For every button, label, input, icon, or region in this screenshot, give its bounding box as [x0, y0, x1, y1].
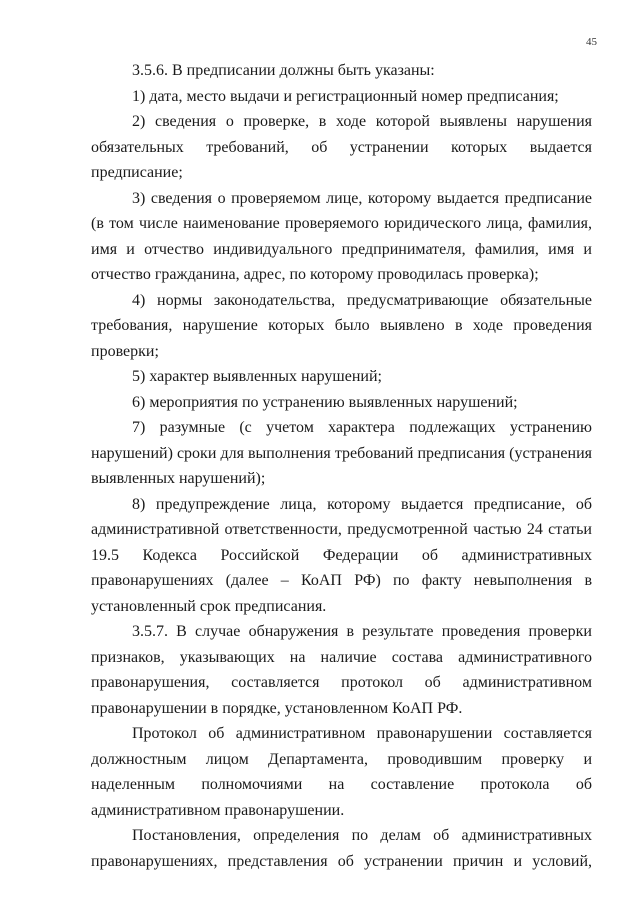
- page-number: 45: [586, 36, 597, 48]
- list-item-3: 3) сведения о проверяемом лице, которому выдается предписание (в том числе наименование проверяемого юридического лица, фамилия, имя и отчество индивидуального предпринимателя, фамилия, имя и отчество гражданина, адрес, по которому проводилась проверка);: [91, 189, 592, 283]
- paragraph-3-5-6: 3.5.6. В предписании должны быть указаны:: [132, 62, 435, 79]
- paragraph-protocol: Протокол об административном правонарушении составляется должностным лицом Департамента, проводившим проверку и наделенным полномочиями на составление протокола об административном правонарушении.: [91, 725, 592, 819]
- list-item-5: 5) характер выявленных нарушений;: [132, 368, 382, 385]
- paragraph-resolutions: Постановления, определения по делам об административных правонарушениях, представления об устранении причин и условий,: [91, 827, 592, 870]
- document-body: [91, 58, 592, 874]
- list-item-8: 8) предупреждение лица, которому выдается предписание, об административной ответственности, предусмотренной частью 24 статьи 19.5 Кодекса Российской Федерации об административных правонарушениях (далее – КоАП РФ) по факту невыполнения в установленный срок предписания.: [91, 495, 592, 615]
- list-item-4: 4) нормы законодательства, предусматривающие обязательные требования, нарушение которых было выявлено в ходе проведения проверки;: [91, 291, 592, 360]
- list-item-1: 1) дата, место выдачи и регистрационный номер предписания;: [132, 87, 559, 105]
- list-item-2: 2) сведения о проверке, в ходе которой выявлены нарушения обязательных требований, об устранении которых выдается предписание;: [91, 113, 592, 181]
- list-item-7: 7) разумные (с учетом характера подлежащих устранению нарушений) сроки для выполнения требований предписания (устранения выявленных нарушений);: [91, 419, 592, 487]
- paragraph-3-5-7: 3.5.7. В случае обнаружения в результате проведения проверки признаков, указывающих на наличие состава административного правонарушения, составляется протокол об административном правонарушении в порядке, установленном КоАП РФ.: [91, 623, 592, 717]
- list-item-6: 6) мероприятия по устранению выявленных нарушений;: [132, 393, 518, 411]
